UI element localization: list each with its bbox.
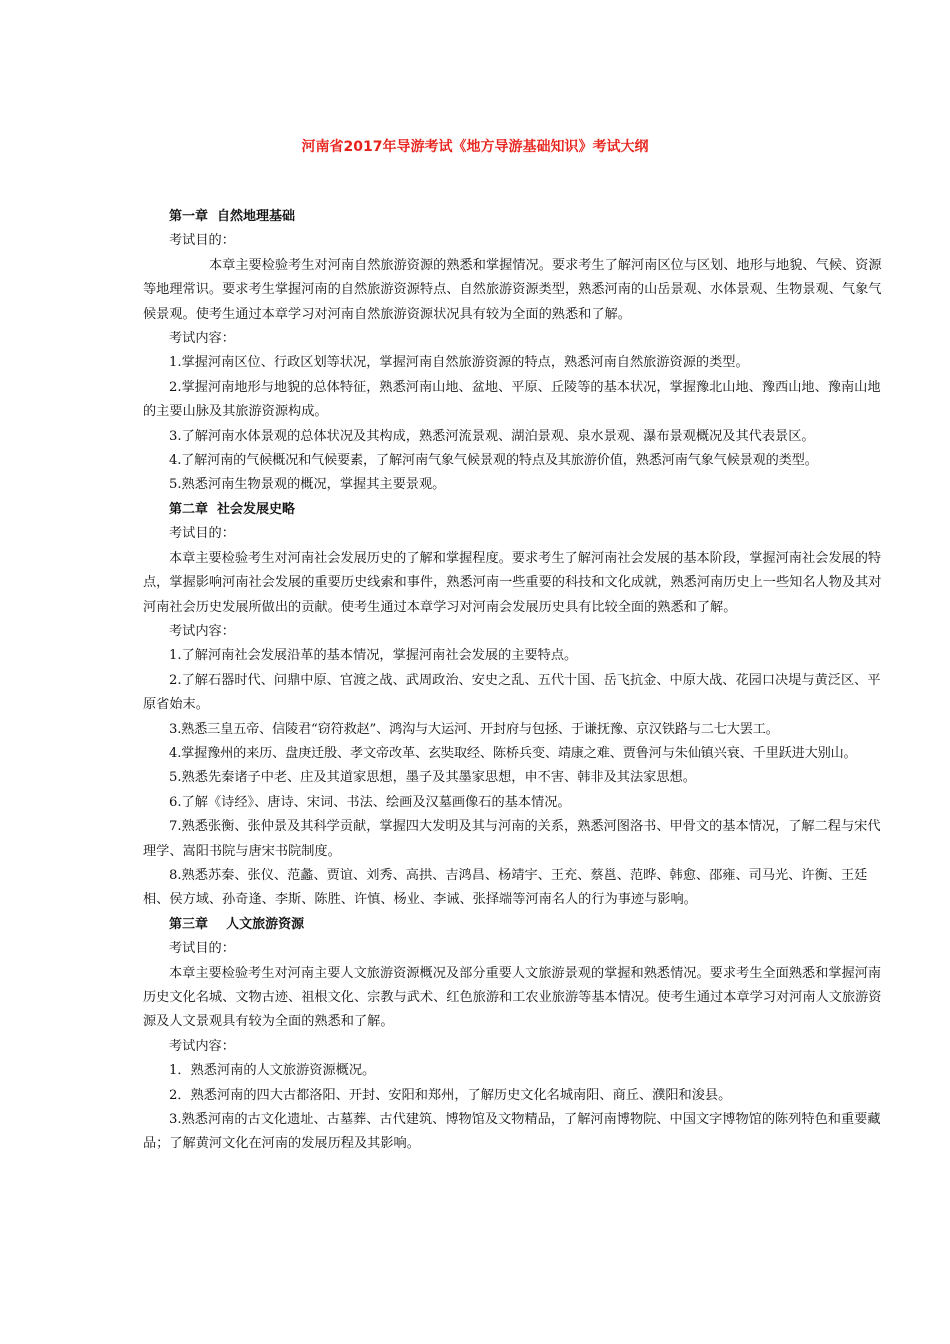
chapter-1-item: 3.了解河南水体景观的总体状况及其构成，熟悉河流景观、湖泊景观、泉水景观、瀑布景观概况及其代表景区。	[169, 428, 815, 444]
chapter-2-item: 6.了解《诗经》、唐诗、宋词、书法、绘画及汉墓画像石的基本情况。	[169, 794, 571, 810]
chapter-3-content-label: 考试内容：	[169, 1038, 235, 1054]
chapter-1-item: 1.掌握河南区位、行政区划等状况，掌握河南自然旅游资源的特点，熟悉河南自然旅游资源的类型。	[169, 355, 749, 371]
chapter-2-heading: 第二章 社会发展史略	[169, 501, 296, 517]
chapter-3-objective-label: 考试目的：	[169, 941, 235, 957]
chapter-2-item: 1.了解河南社会发展沿革的基本情况，掌握河南社会发展的主要特点。	[169, 648, 578, 664]
chapter-1-objective-text: 本章主要检验考生对河南自然旅游资源的熟悉和掌握情况。要求考生了解河南区位与区划、地形与地貌、气候、资源等地理常识。要求考生掌握河南的自然旅游资源特点、自然旅游资源类型，熟悉河南的山岳景观、水体景观、生物景观、气象气候景观。使考生通过本章学习对河南自然旅游资源状况具有较为全面的熟悉和了解。	[143, 257, 882, 322]
chapter-1-item: 4.了解河南的气候概况和气候要素，了解河南气象气候景观的特点及其旅游价值，熟悉河南气象气候景观的类型。	[169, 453, 818, 469]
chapter-2-objective-text: 本章主要检验考生对河南社会发展历史的了解和掌握程度。要求考生了解河南社会发展的基本阶段，掌握河南社会发展的特点，掌握影响河南社会发展的重要历史线索和事件，熟悉河南一些重要的科技和文化成就，熟悉河南历史上一些知名人物及其对河南社会历史发展所做出的贡献。使考生通过本章学习对河南会发展历史具有比较全面的熟悉和了解。	[143, 550, 882, 615]
chapter-2-item: 7.熟悉张衡、张仲景及其科学贡献，掌握四大发明及其与河南的关系，熟悉河图洛书、甲骨文的基本情况，了解二程与宋代理学、嵩阳书院与唐宋书院制度。	[143, 819, 881, 859]
chapter-3-item: 3.熟悉河南的古文化遗址、古墓葬、古代建筑、博物馆及文物精品，了解河南博物院、中国文字博物馆的陈列特色和重要藏品；了解黄河文化在河南的发展历程及其影响。	[143, 1112, 881, 1152]
chapter-2-item: 2.了解石器时代、问鼎中原、官渡之战、武周政治、安史之乱、五代十国、岳飞抗金、中原大战、花园口决堤与黄泛区、平原省始末。	[143, 672, 881, 713]
chapter-1-item: 2.掌握河南地形与地貌的总体特征，熟悉河南山地、盆地、平原、丘陵等的基本状况，掌握豫北山地、豫西山地、豫南山地的主要山脉及其旅游资源构成。	[143, 379, 881, 420]
document-title: 河南省2017年导游考试《地方导游基础知识》考试大纲	[301, 139, 649, 155]
chapter-3-heading: 第三章 人文旅游资源	[169, 916, 305, 932]
chapter-1-content-label: 考试内容：	[169, 331, 235, 347]
chapter-3-item: 2．熟悉河南的四大古都洛阳、开封、安阳和郑州，了解历史文化名城南阳、商丘、濮阳和浚县。	[169, 1087, 732, 1103]
chapter-2-item: 5.熟悉先秦诸子中老、庄及其道家思想，墨子及其墨家思想，申不害、韩非及其法家思想。	[169, 770, 696, 786]
chapter-2-content-label: 考试内容：	[169, 623, 235, 639]
chapter-1-item: 5.熟悉河南生物景观的概况，掌握其主要景观。	[169, 477, 446, 493]
chapter-1-heading: 第一章 自然地理基础	[169, 209, 296, 224]
chapter-1-objective-label: 考试目的：	[169, 233, 235, 249]
document-body	[143, 205, 888, 1157]
chapter-2-item: 8.熟悉苏秦、张仪、范蠡、贾谊、刘秀、高拱、吉鸿昌、杨靖宇、王充、蔡邕、范晔、韩愈、邵雍、司马光、许衡、王廷相、侯方域、孙奇逢、李斯、陈胜、许慎、杨业、李诫、张择端等河南名人的行为事迹与影响。	[143, 867, 868, 908]
chapter-3-objective-text: 本章主要检验考生对河南主要人文旅游资源概况及部分重要人文旅游景观的掌握和熟悉情况。要求考生全面熟悉和掌握河南历史文化名城、文物古迹、祖根文化、宗教与武术、红色旅游和工农业旅游等基本情况。使考生通过本章学习对河南人文旅游资源及人文景观具有较为全面的熟悉和了解。	[143, 965, 882, 1030]
chapter-2-objective-label: 考试目的：	[169, 526, 235, 542]
chapter-3-item: 1．熟悉河南的人文旅游资源概况。	[169, 1063, 376, 1079]
chapter-2-item: 4.掌握豫州的来历、盘庚迁殷、孝文帝改革、玄奘取经、陈桥兵变、靖康之难、贾鲁河与朱仙镇兴衰、千里跃进大别山。	[169, 745, 857, 761]
chapter-2-item: 3.熟悉三皇五帝、信陵君“窃符救赵”、鸿沟与大运河、开封府与包拯、于谦抚豫、京汉铁路与二七大罢工。	[169, 721, 779, 737]
